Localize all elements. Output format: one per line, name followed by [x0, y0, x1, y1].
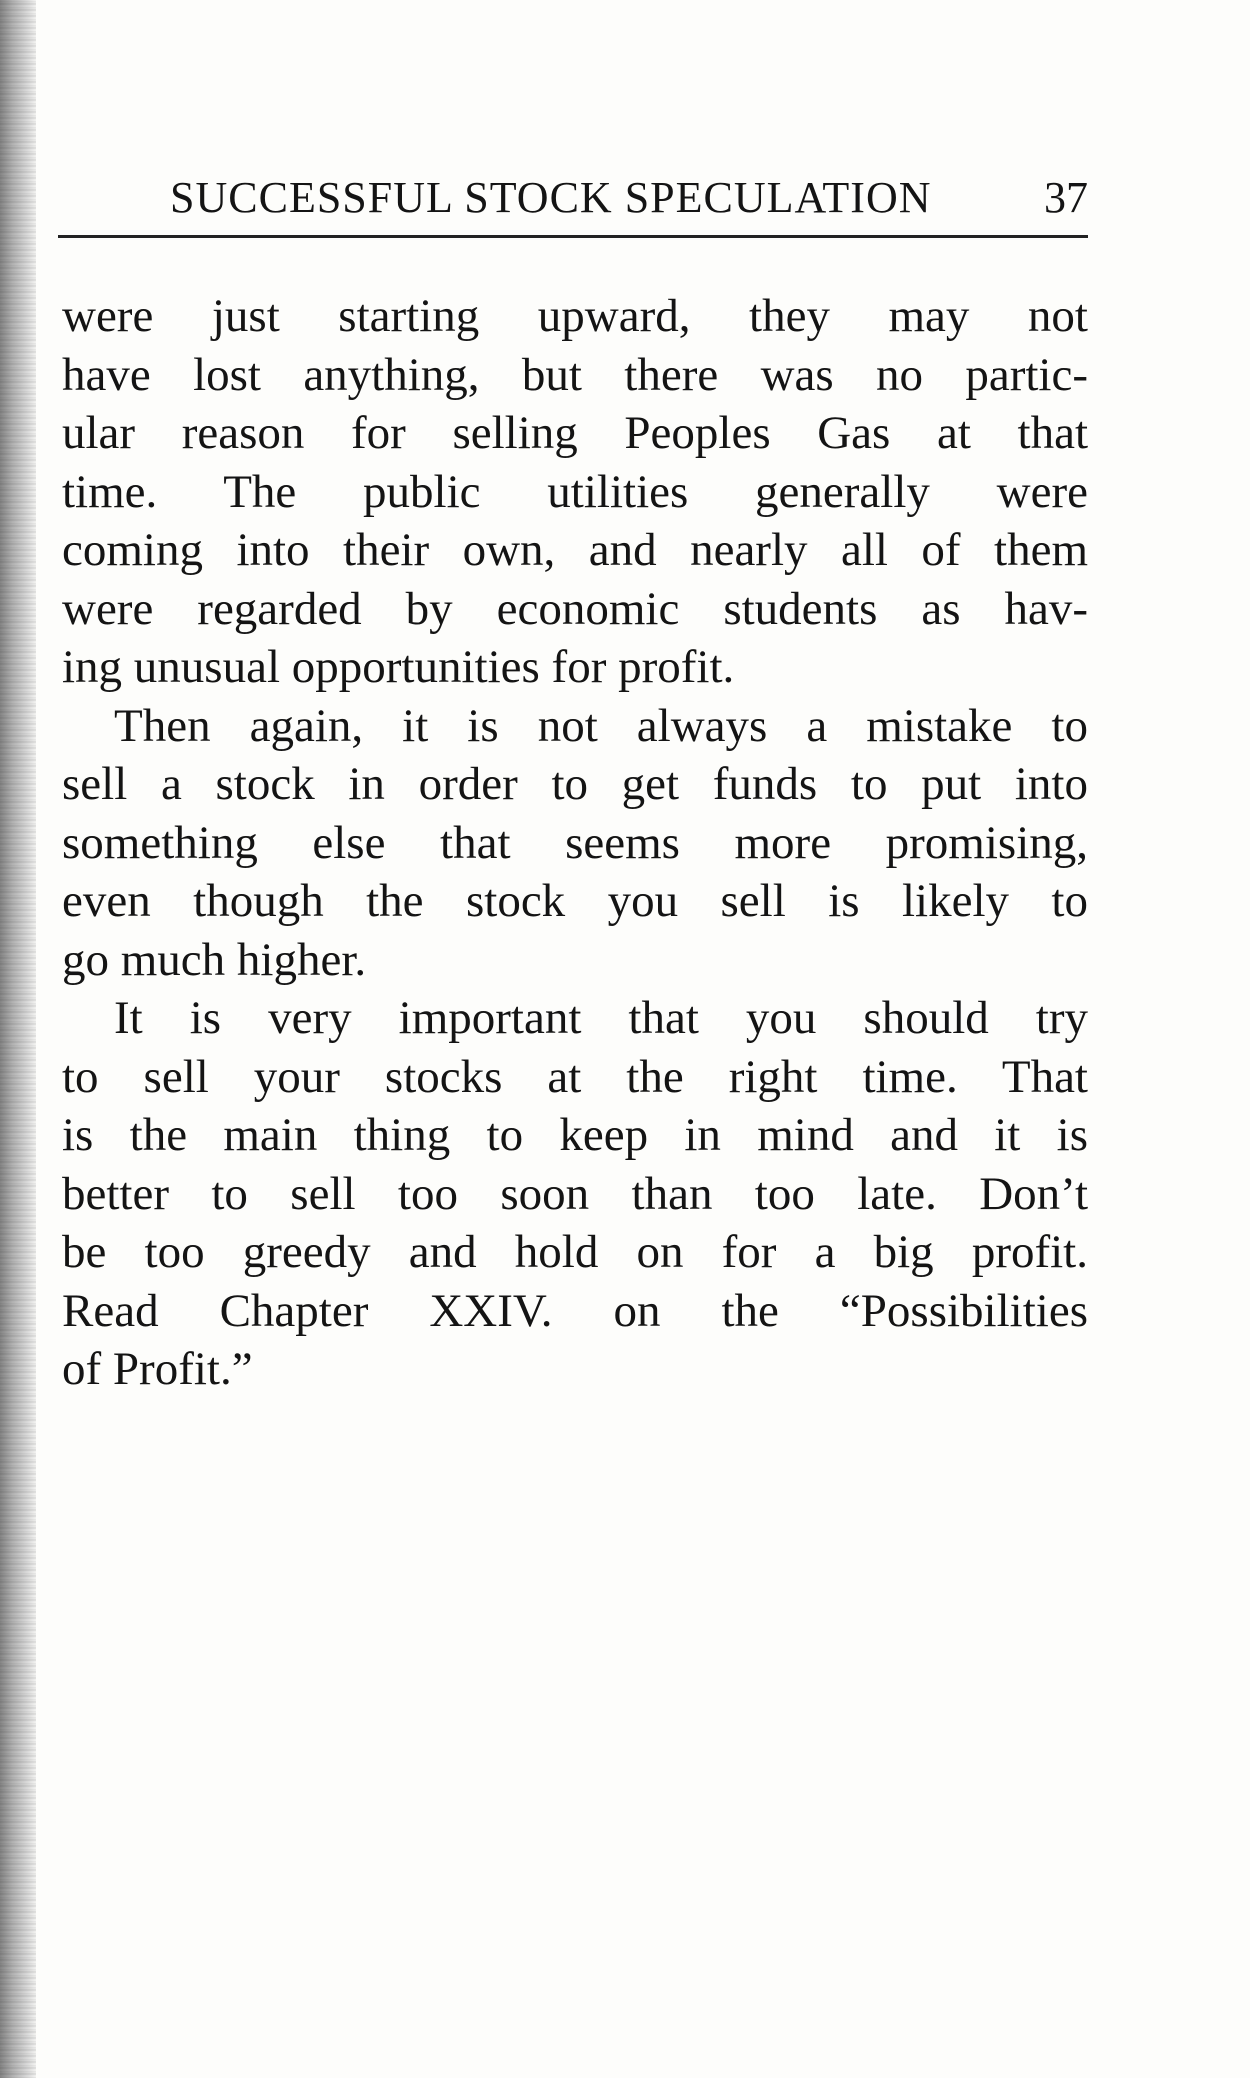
text-line: It is very important that you should try — [114, 992, 1088, 1044]
text-line: even though the stock you sell is likely to — [62, 875, 1088, 927]
text-line: better to sell too soon than too late. Don’t — [62, 1167, 1088, 1220]
running-head — [58, 168, 1088, 228]
text-line: have lost anything, but there was no partic- — [62, 348, 1088, 401]
text-line: ing unusual opportunities for profit. — [62, 641, 735, 693]
text-line: is the main thing to keep in mind and it is — [62, 1109, 1088, 1161]
text-line: were just starting upward, they may not — [62, 290, 1088, 342]
text-line: were regarded by economic students as hav- — [62, 582, 1088, 635]
text-line: something else that seems more promising, — [62, 816, 1088, 869]
paragraph-3 — [62, 989, 1088, 1399]
header-rule — [58, 235, 1088, 238]
body-text — [62, 287, 1088, 1399]
text-line: ular reason for selling Peoples Gas at that — [62, 407, 1088, 459]
text-line: time. The public utilities generally were — [62, 465, 1088, 518]
text-line: be too greedy and hold on for a big profit. — [62, 1226, 1088, 1278]
running-title: SUCCESSFUL STOCK SPECULATION — [170, 173, 932, 222]
text-line: coming into their own, and nearly all of them — [62, 524, 1088, 576]
text-line: of Profit.” — [62, 1343, 253, 1395]
text-line: to sell your stocks at the right time. That — [62, 1050, 1088, 1103]
page-binding-edge — [0, 0, 36, 2078]
paragraph-2 — [62, 697, 1088, 990]
text-line: go much higher. — [62, 933, 367, 986]
text-line: Read Chapter XXIV. on the “Possibilities — [62, 1284, 1088, 1337]
page-number: 37 — [1044, 173, 1088, 222]
text-line: Then again, it is not always a mistake to — [114, 699, 1088, 752]
text-line: sell a stock in order to get funds to put into — [62, 758, 1088, 810]
paragraph-1 — [62, 287, 1088, 697]
